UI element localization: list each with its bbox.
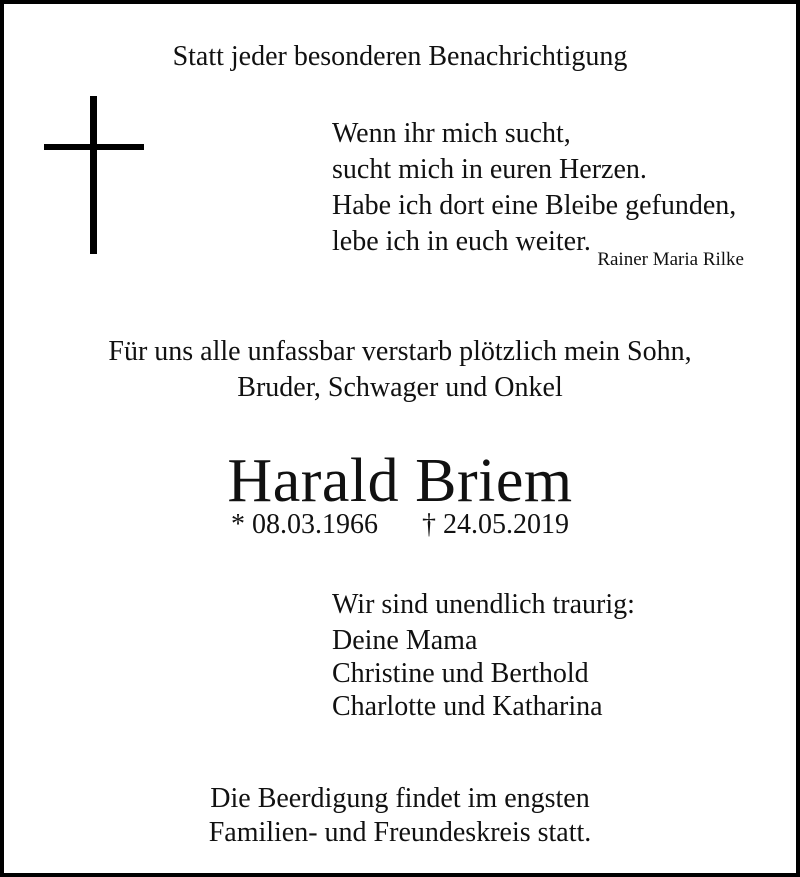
poem-line: Wenn ihr mich sucht, — [332, 118, 571, 149]
mourners-heading: Wir sind unendlich traurig: — [332, 589, 635, 620]
intro-line: Für uns alle unfassbar verstarb plötzlich mein Sohn, — [108, 336, 692, 367]
poem-author: Rainer Maria Rilke — [597, 249, 744, 270]
poem — [332, 116, 736, 260]
deceased-name: Harald Briem — [227, 447, 573, 515]
mourner-name: Charlotte und Katharina — [332, 691, 603, 722]
poem-line: Habe ich dort eine Bleibe gefunden, — [332, 190, 737, 221]
life-dates — [4, 508, 796, 542]
cross-icon — [44, 96, 144, 256]
funeral-line: Die Beerdigung findet im engsten — [210, 783, 590, 814]
header-text: Statt jeder besonderen Benachrichtigung — [172, 41, 628, 72]
poem-line: sucht mich in euren Herzen. — [332, 154, 647, 185]
mourner-name: Deine Mama — [332, 625, 478, 656]
cross-horizontal-bar — [44, 144, 144, 150]
death-date: † 24.05.2019 — [422, 509, 569, 540]
poem-line: lebe ich in euch weiter. — [332, 226, 591, 257]
mourner-name: Christine und Berthold — [332, 658, 589, 689]
intro-text — [4, 334, 796, 406]
cross-vertical-bar — [90, 96, 97, 254]
funeral-note — [4, 782, 796, 850]
birth-date: * 08.03.1966 — [231, 509, 378, 540]
intro-line: Bruder, Schwager und Onkel — [237, 372, 563, 403]
funeral-line: Familien- und Freundeskreis statt. — [208, 817, 592, 848]
mourners-list — [332, 624, 603, 723]
